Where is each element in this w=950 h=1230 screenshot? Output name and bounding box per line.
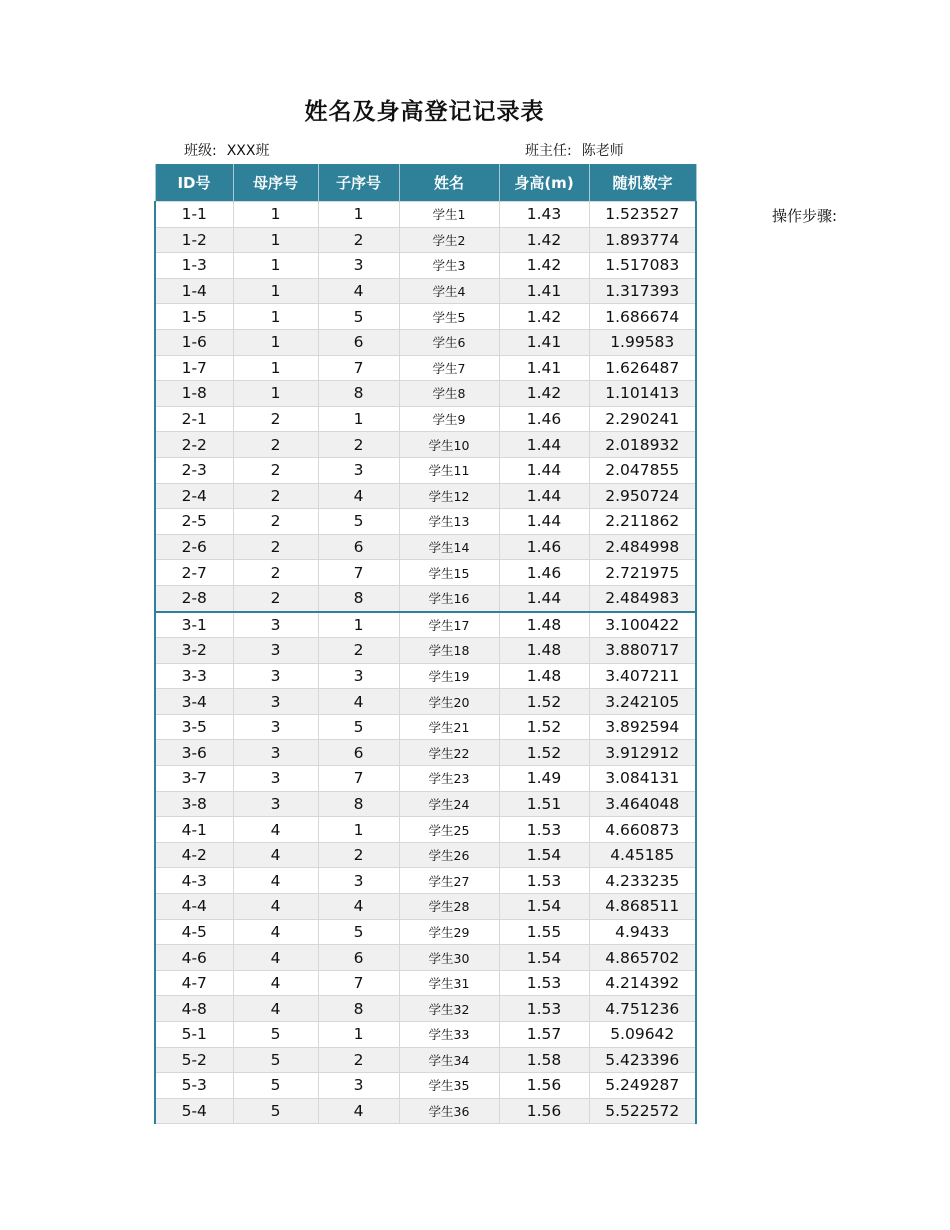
cell-height[interactable]: 1.58 bbox=[499, 1047, 589, 1073]
cell-name[interactable]: 学生1 bbox=[399, 202, 499, 228]
cell-parent-index[interactable]: 3 bbox=[233, 714, 318, 740]
cell-child-index[interactable]: 2 bbox=[318, 842, 399, 868]
cell-child-index[interactable]: 1 bbox=[318, 1022, 399, 1048]
cell-child-index[interactable]: 3 bbox=[318, 868, 399, 894]
header-row bbox=[155, 164, 696, 202]
cell-random[interactable]: 1.523527 bbox=[589, 202, 696, 228]
cell-child-index[interactable]: 1 bbox=[318, 612, 399, 638]
table-row bbox=[155, 202, 696, 228]
cell-name[interactable]: 学生31 bbox=[399, 970, 499, 996]
table-row bbox=[155, 381, 696, 407]
cell-id[interactable]: 3-1 bbox=[155, 612, 233, 638]
cell-name[interactable]: 学生5 bbox=[399, 304, 499, 330]
cell-parent-index[interactable]: 4 bbox=[233, 970, 318, 996]
cell-child-index[interactable]: 4 bbox=[318, 689, 399, 715]
cell-random[interactable]: 2.018932 bbox=[589, 432, 696, 458]
cell-name[interactable]: 学生33 bbox=[399, 1022, 499, 1048]
cell-height[interactable]: 1.54 bbox=[499, 945, 589, 971]
table-row bbox=[155, 612, 696, 638]
cell-id[interactable]: 4-5 bbox=[155, 919, 233, 945]
cell-height[interactable]: 1.49 bbox=[499, 766, 589, 792]
cell-name[interactable]: 学生6 bbox=[399, 329, 499, 355]
cell-child-index[interactable]: 4 bbox=[318, 278, 399, 304]
header-name[interactable]: 姓名 bbox=[399, 164, 499, 202]
cell-child-index[interactable]: 6 bbox=[318, 740, 399, 766]
cell-name[interactable]: 学生2 bbox=[399, 227, 499, 253]
cell-name[interactable]: 学生20 bbox=[399, 689, 499, 715]
table-row bbox=[155, 304, 696, 330]
table-row bbox=[155, 432, 696, 458]
cell-child-index[interactable]: 3 bbox=[318, 1073, 399, 1099]
table-row bbox=[155, 894, 696, 920]
cell-height[interactable]: 1.46 bbox=[499, 560, 589, 586]
cell-name[interactable]: 学生14 bbox=[399, 534, 499, 560]
table-row bbox=[155, 483, 696, 509]
cell-height[interactable]: 1.57 bbox=[499, 1022, 589, 1048]
cell-random[interactable]: 3.912912 bbox=[589, 740, 696, 766]
table-row bbox=[155, 663, 696, 689]
cell-parent-index[interactable]: 3 bbox=[233, 766, 318, 792]
cell-name[interactable]: 学生8 bbox=[399, 381, 499, 407]
table-row bbox=[155, 919, 696, 945]
cell-height[interactable]: 1.56 bbox=[499, 1098, 589, 1124]
cell-parent-index[interactable]: 4 bbox=[233, 842, 318, 868]
table-row bbox=[155, 638, 696, 664]
cell-name[interactable]: 学生13 bbox=[399, 509, 499, 535]
cell-id[interactable]: 4-3 bbox=[155, 868, 233, 894]
cell-random[interactable]: 1.686674 bbox=[589, 304, 696, 330]
cell-parent-index[interactable]: 1 bbox=[233, 202, 318, 228]
cell-child-index[interactable]: 8 bbox=[318, 381, 399, 407]
cell-child-index[interactable]: 1 bbox=[318, 202, 399, 228]
table-row bbox=[155, 585, 696, 611]
table-row bbox=[155, 970, 696, 996]
cell-name[interactable]: 学生16 bbox=[399, 585, 499, 611]
cell-name[interactable]: 学生3 bbox=[399, 253, 499, 279]
cell-random[interactable]: 4.233235 bbox=[589, 868, 696, 894]
cell-name[interactable]: 学生4 bbox=[399, 278, 499, 304]
cell-height[interactable]: 1.53 bbox=[499, 970, 589, 996]
cell-parent-index[interactable]: 3 bbox=[233, 740, 318, 766]
teacher-label: 班主任: bbox=[525, 143, 572, 159]
cell-name[interactable]: 学生12 bbox=[399, 483, 499, 509]
cell-id[interactable]: 2-6 bbox=[155, 534, 233, 560]
cell-id[interactable]: 4-7 bbox=[155, 970, 233, 996]
cell-name[interactable]: 学生28 bbox=[399, 894, 499, 920]
cell-height[interactable]: 1.48 bbox=[499, 638, 589, 664]
cell-name[interactable]: 学生26 bbox=[399, 842, 499, 868]
cell-child-index[interactable]: 2 bbox=[318, 638, 399, 664]
cell-name[interactable]: 学生21 bbox=[399, 714, 499, 740]
cell-parent-index[interactable]: 4 bbox=[233, 868, 318, 894]
cell-parent-index[interactable]: 4 bbox=[233, 817, 318, 843]
teacher-value[interactable]: 陈老师 bbox=[581, 143, 624, 159]
cell-name[interactable]: 学生24 bbox=[399, 791, 499, 817]
cell-id[interactable]: 5-1 bbox=[155, 1022, 233, 1048]
cell-random[interactable]: 1.101413 bbox=[589, 381, 696, 407]
cell-name[interactable]: 学生35 bbox=[399, 1073, 499, 1099]
cell-height[interactable]: 1.53 bbox=[499, 868, 589, 894]
cell-child-index[interactable]: 3 bbox=[318, 457, 399, 483]
cell-height[interactable]: 1.41 bbox=[499, 355, 589, 381]
cell-child-index[interactable]: 7 bbox=[318, 970, 399, 996]
height-record-table bbox=[154, 164, 697, 1124]
cell-id[interactable]: 1-4 bbox=[155, 278, 233, 304]
cell-height[interactable]: 1.42 bbox=[499, 304, 589, 330]
table-row bbox=[155, 457, 696, 483]
cell-name[interactable]: 学生27 bbox=[399, 868, 499, 894]
cell-child-index[interactable]: 7 bbox=[318, 560, 399, 586]
cell-random[interactable]: 5.522572 bbox=[589, 1098, 696, 1124]
cell-id[interactable]: 5-4 bbox=[155, 1098, 233, 1124]
steps-label: 操作步骤: bbox=[772, 207, 838, 225]
table-row bbox=[155, 740, 696, 766]
cell-child-index[interactable]: 5 bbox=[318, 919, 399, 945]
cell-height[interactable]: 1.46 bbox=[499, 534, 589, 560]
cell-height[interactable]: 1.41 bbox=[499, 278, 589, 304]
cell-child-index[interactable]: 2 bbox=[318, 432, 399, 458]
cell-id[interactable]: 4-1 bbox=[155, 817, 233, 843]
cell-id[interactable]: 1-5 bbox=[155, 304, 233, 330]
cell-id[interactable]: 3-7 bbox=[155, 766, 233, 792]
cell-random[interactable]: 5.249287 bbox=[589, 1073, 696, 1099]
table-row bbox=[155, 560, 696, 586]
cell-random[interactable]: 4.868511 bbox=[589, 894, 696, 920]
cell-parent-index[interactable]: 3 bbox=[233, 638, 318, 664]
cell-height[interactable]: 1.52 bbox=[499, 689, 589, 715]
cell-id[interactable]: 3-2 bbox=[155, 638, 233, 664]
cell-random[interactable]: 2.950724 bbox=[589, 483, 696, 509]
cell-id[interactable]: 4-4 bbox=[155, 894, 233, 920]
cell-parent-index[interactable]: 2 bbox=[233, 585, 318, 611]
cell-child-index[interactable]: 7 bbox=[318, 766, 399, 792]
cell-id[interactable]: 1-2 bbox=[155, 227, 233, 253]
teacher-info bbox=[525, 141, 624, 161]
cell-id[interactable]: 1-3 bbox=[155, 253, 233, 279]
cell-height[interactable]: 1.52 bbox=[499, 714, 589, 740]
cell-height[interactable]: 1.55 bbox=[499, 919, 589, 945]
header-height[interactable]: 身高(m) bbox=[499, 164, 589, 202]
cell-parent-index[interactable]: 2 bbox=[233, 432, 318, 458]
cell-id[interactable]: 2-3 bbox=[155, 457, 233, 483]
table-row bbox=[155, 1098, 696, 1124]
cell-parent-index[interactable]: 1 bbox=[233, 253, 318, 279]
cell-height[interactable]: 1.54 bbox=[499, 894, 589, 920]
cell-child-index[interactable]: 1 bbox=[318, 817, 399, 843]
cell-random[interactable]: 2.290241 bbox=[589, 406, 696, 432]
table-row bbox=[155, 842, 696, 868]
cell-child-index[interactable]: 8 bbox=[318, 585, 399, 611]
cell-id[interactable]: 1-7 bbox=[155, 355, 233, 381]
cell-parent-index[interactable]: 2 bbox=[233, 483, 318, 509]
cell-child-index[interactable]: 6 bbox=[318, 534, 399, 560]
cell-height[interactable]: 1.42 bbox=[499, 381, 589, 407]
cell-id[interactable]: 1-8 bbox=[155, 381, 233, 407]
cell-height[interactable]: 1.51 bbox=[499, 791, 589, 817]
cell-height[interactable]: 1.52 bbox=[499, 740, 589, 766]
cell-id[interactable]: 5-3 bbox=[155, 1073, 233, 1099]
cell-id[interactable]: 2-2 bbox=[155, 432, 233, 458]
cell-parent-index[interactable]: 1 bbox=[233, 381, 318, 407]
cell-child-index[interactable]: 5 bbox=[318, 304, 399, 330]
cell-height[interactable]: 1.42 bbox=[499, 253, 589, 279]
cell-random[interactable]: 4.751236 bbox=[589, 996, 696, 1022]
cell-height[interactable]: 1.53 bbox=[499, 817, 589, 843]
cell-random[interactable]: 1.517083 bbox=[589, 253, 696, 279]
header-parent-index[interactable]: 母序号 bbox=[233, 164, 318, 202]
cell-height[interactable]: 1.44 bbox=[499, 509, 589, 535]
cell-random[interactable]: 3.880717 bbox=[589, 638, 696, 664]
cell-random[interactable]: 2.047855 bbox=[589, 457, 696, 483]
cell-parent-index[interactable]: 3 bbox=[233, 663, 318, 689]
cell-height[interactable]: 1.41 bbox=[499, 329, 589, 355]
table-row bbox=[155, 227, 696, 253]
cell-height[interactable]: 1.44 bbox=[499, 585, 589, 611]
cell-child-index[interactable]: 8 bbox=[318, 996, 399, 1022]
cell-parent-index[interactable]: 1 bbox=[233, 304, 318, 330]
cell-height[interactable]: 1.44 bbox=[499, 483, 589, 509]
cell-random[interactable]: 3.084131 bbox=[589, 766, 696, 792]
cell-random[interactable]: 2.721975 bbox=[589, 560, 696, 586]
table-row bbox=[155, 509, 696, 535]
cell-height[interactable]: 1.43 bbox=[499, 202, 589, 228]
cell-child-index[interactable]: 5 bbox=[318, 509, 399, 535]
cell-id[interactable]: 2-8 bbox=[155, 585, 233, 611]
cell-name[interactable]: 学生30 bbox=[399, 945, 499, 971]
table-row bbox=[155, 868, 696, 894]
cell-height[interactable]: 1.46 bbox=[499, 406, 589, 432]
cell-parent-index[interactable]: 1 bbox=[233, 278, 318, 304]
cell-height[interactable]: 1.44 bbox=[499, 457, 589, 483]
cell-id[interactable]: 2-7 bbox=[155, 560, 233, 586]
cell-random[interactable]: 1.893774 bbox=[589, 227, 696, 253]
table-body bbox=[155, 202, 696, 1124]
cell-id[interactable]: 4-6 bbox=[155, 945, 233, 971]
table-row bbox=[155, 1073, 696, 1099]
cell-child-index[interactable]: 6 bbox=[318, 945, 399, 971]
table-row bbox=[155, 1047, 696, 1073]
cell-child-index[interactable]: 6 bbox=[318, 329, 399, 355]
cell-name[interactable]: 学生19 bbox=[399, 663, 499, 689]
cell-parent-index[interactable]: 4 bbox=[233, 919, 318, 945]
table-row bbox=[155, 355, 696, 381]
cell-child-index[interactable]: 4 bbox=[318, 1098, 399, 1124]
cell-parent-index[interactable]: 2 bbox=[233, 534, 318, 560]
cell-parent-index[interactable]: 5 bbox=[233, 1022, 318, 1048]
cell-child-index[interactable]: 3 bbox=[318, 663, 399, 689]
cell-child-index[interactable]: 2 bbox=[318, 227, 399, 253]
cell-name[interactable]: 学生22 bbox=[399, 740, 499, 766]
table-row bbox=[155, 714, 696, 740]
cell-id[interactable]: 4-8 bbox=[155, 996, 233, 1022]
header-id[interactable]: ID号 bbox=[155, 164, 233, 202]
cell-random[interactable]: 2.484983 bbox=[589, 585, 696, 611]
cell-id[interactable]: 3-6 bbox=[155, 740, 233, 766]
cell-id[interactable]: 3-8 bbox=[155, 791, 233, 817]
table-row bbox=[155, 689, 696, 715]
cell-child-index[interactable]: 4 bbox=[318, 894, 399, 920]
cell-random[interactable]: 2.484998 bbox=[589, 534, 696, 560]
table-row bbox=[155, 278, 696, 304]
cell-random[interactable]: 3.242105 bbox=[589, 689, 696, 715]
table-row bbox=[155, 996, 696, 1022]
cell-child-index[interactable]: 2 bbox=[318, 1047, 399, 1073]
cell-height[interactable]: 1.53 bbox=[499, 996, 589, 1022]
cell-parent-index[interactable]: 2 bbox=[233, 406, 318, 432]
cell-random[interactable]: 4.214392 bbox=[589, 970, 696, 996]
cell-id[interactable]: 1-1 bbox=[155, 202, 233, 228]
cell-id[interactable]: 4-2 bbox=[155, 842, 233, 868]
cell-id[interactable]: 3-4 bbox=[155, 689, 233, 715]
cell-name[interactable]: 学生9 bbox=[399, 406, 499, 432]
cell-child-index[interactable]: 4 bbox=[318, 483, 399, 509]
cell-random[interactable]: 4.865702 bbox=[589, 945, 696, 971]
cell-parent-index[interactable]: 4 bbox=[233, 894, 318, 920]
cell-id[interactable]: 2-5 bbox=[155, 509, 233, 535]
cell-child-index[interactable]: 8 bbox=[318, 791, 399, 817]
cell-random[interactable]: 4.660873 bbox=[589, 817, 696, 843]
header-random[interactable]: 随机数字 bbox=[589, 164, 696, 202]
cell-name[interactable]: 学生17 bbox=[399, 612, 499, 638]
cell-parent-index[interactable]: 2 bbox=[233, 560, 318, 586]
table-row bbox=[155, 534, 696, 560]
cell-random[interactable]: 1.626487 bbox=[589, 355, 696, 381]
cell-random[interactable]: 1.99583 bbox=[589, 329, 696, 355]
cell-id[interactable]: 3-3 bbox=[155, 663, 233, 689]
cell-child-index[interactable]: 7 bbox=[318, 355, 399, 381]
cell-id[interactable]: 3-5 bbox=[155, 714, 233, 740]
cell-random[interactable]: 3.892594 bbox=[589, 714, 696, 740]
cell-random[interactable]: 1.317393 bbox=[589, 278, 696, 304]
table-row bbox=[155, 1022, 696, 1048]
cell-random[interactable]: 2.211862 bbox=[589, 509, 696, 535]
cell-id[interactable]: 1-6 bbox=[155, 329, 233, 355]
cell-name[interactable]: 学生36 bbox=[399, 1098, 499, 1124]
cell-name[interactable]: 学生11 bbox=[399, 457, 499, 483]
cell-random[interactable]: 4.45185 bbox=[589, 842, 696, 868]
cell-height[interactable]: 1.42 bbox=[499, 227, 589, 253]
cell-name[interactable]: 学生18 bbox=[399, 638, 499, 664]
cell-child-index[interactable]: 5 bbox=[318, 714, 399, 740]
table-row bbox=[155, 406, 696, 432]
cell-id[interactable]: 2-1 bbox=[155, 406, 233, 432]
cell-name[interactable]: 学生15 bbox=[399, 560, 499, 586]
cell-parent-index[interactable]: 4 bbox=[233, 996, 318, 1022]
cell-parent-index[interactable]: 3 bbox=[233, 791, 318, 817]
table-row bbox=[155, 253, 696, 279]
cell-random[interactable]: 5.423396 bbox=[589, 1047, 696, 1073]
table-row bbox=[155, 817, 696, 843]
table-row bbox=[155, 791, 696, 817]
cell-height[interactable]: 1.56 bbox=[499, 1073, 589, 1099]
cell-child-index[interactable]: 3 bbox=[318, 253, 399, 279]
cell-name[interactable]: 学生25 bbox=[399, 817, 499, 843]
cell-id[interactable]: 5-2 bbox=[155, 1047, 233, 1073]
cell-parent-index[interactable]: 5 bbox=[233, 1098, 318, 1124]
cell-parent-index[interactable]: 4 bbox=[233, 945, 318, 971]
table-row bbox=[155, 766, 696, 792]
cell-random[interactable]: 3.464048 bbox=[589, 791, 696, 817]
cell-name[interactable]: 学生10 bbox=[399, 432, 499, 458]
page-title: 姓名及身高登记记录表 bbox=[304, 99, 545, 125]
cell-parent-index[interactable]: 3 bbox=[233, 612, 318, 638]
cell-name[interactable]: 学生23 bbox=[399, 766, 499, 792]
cell-id[interactable]: 2-4 bbox=[155, 483, 233, 509]
cell-parent-index[interactable]: 2 bbox=[233, 457, 318, 483]
cell-parent-index[interactable]: 1 bbox=[233, 329, 318, 355]
cell-random[interactable]: 5.09642 bbox=[589, 1022, 696, 1048]
table-row bbox=[155, 945, 696, 971]
cell-random[interactable]: 3.100422 bbox=[589, 612, 696, 638]
cell-height[interactable]: 1.48 bbox=[499, 663, 589, 689]
cell-random[interactable]: 3.407211 bbox=[589, 663, 696, 689]
cell-child-index[interactable]: 1 bbox=[318, 406, 399, 432]
cell-name[interactable]: 学生34 bbox=[399, 1047, 499, 1073]
cell-parent-index[interactable]: 3 bbox=[233, 689, 318, 715]
cell-name[interactable]: 学生29 bbox=[399, 919, 499, 945]
cell-parent-index[interactable]: 1 bbox=[233, 355, 318, 381]
class-info bbox=[184, 141, 270, 161]
cell-name[interactable]: 学生7 bbox=[399, 355, 499, 381]
cell-parent-index[interactable]: 5 bbox=[233, 1047, 318, 1073]
cell-name[interactable]: 学生32 bbox=[399, 996, 499, 1022]
cell-parent-index[interactable]: 1 bbox=[233, 227, 318, 253]
cell-height[interactable]: 1.44 bbox=[499, 432, 589, 458]
cell-parent-index[interactable]: 5 bbox=[233, 1073, 318, 1099]
cell-parent-index[interactable]: 2 bbox=[233, 509, 318, 535]
table-row bbox=[155, 329, 696, 355]
cell-height[interactable]: 1.54 bbox=[499, 842, 589, 868]
cell-height[interactable]: 1.48 bbox=[499, 612, 589, 638]
cell-random[interactable]: 4.9433 bbox=[589, 919, 696, 945]
class-value[interactable]: XXX班 bbox=[226, 143, 270, 159]
class-label: 班级: bbox=[184, 143, 217, 159]
header-child-index[interactable]: 子序号 bbox=[318, 164, 399, 202]
